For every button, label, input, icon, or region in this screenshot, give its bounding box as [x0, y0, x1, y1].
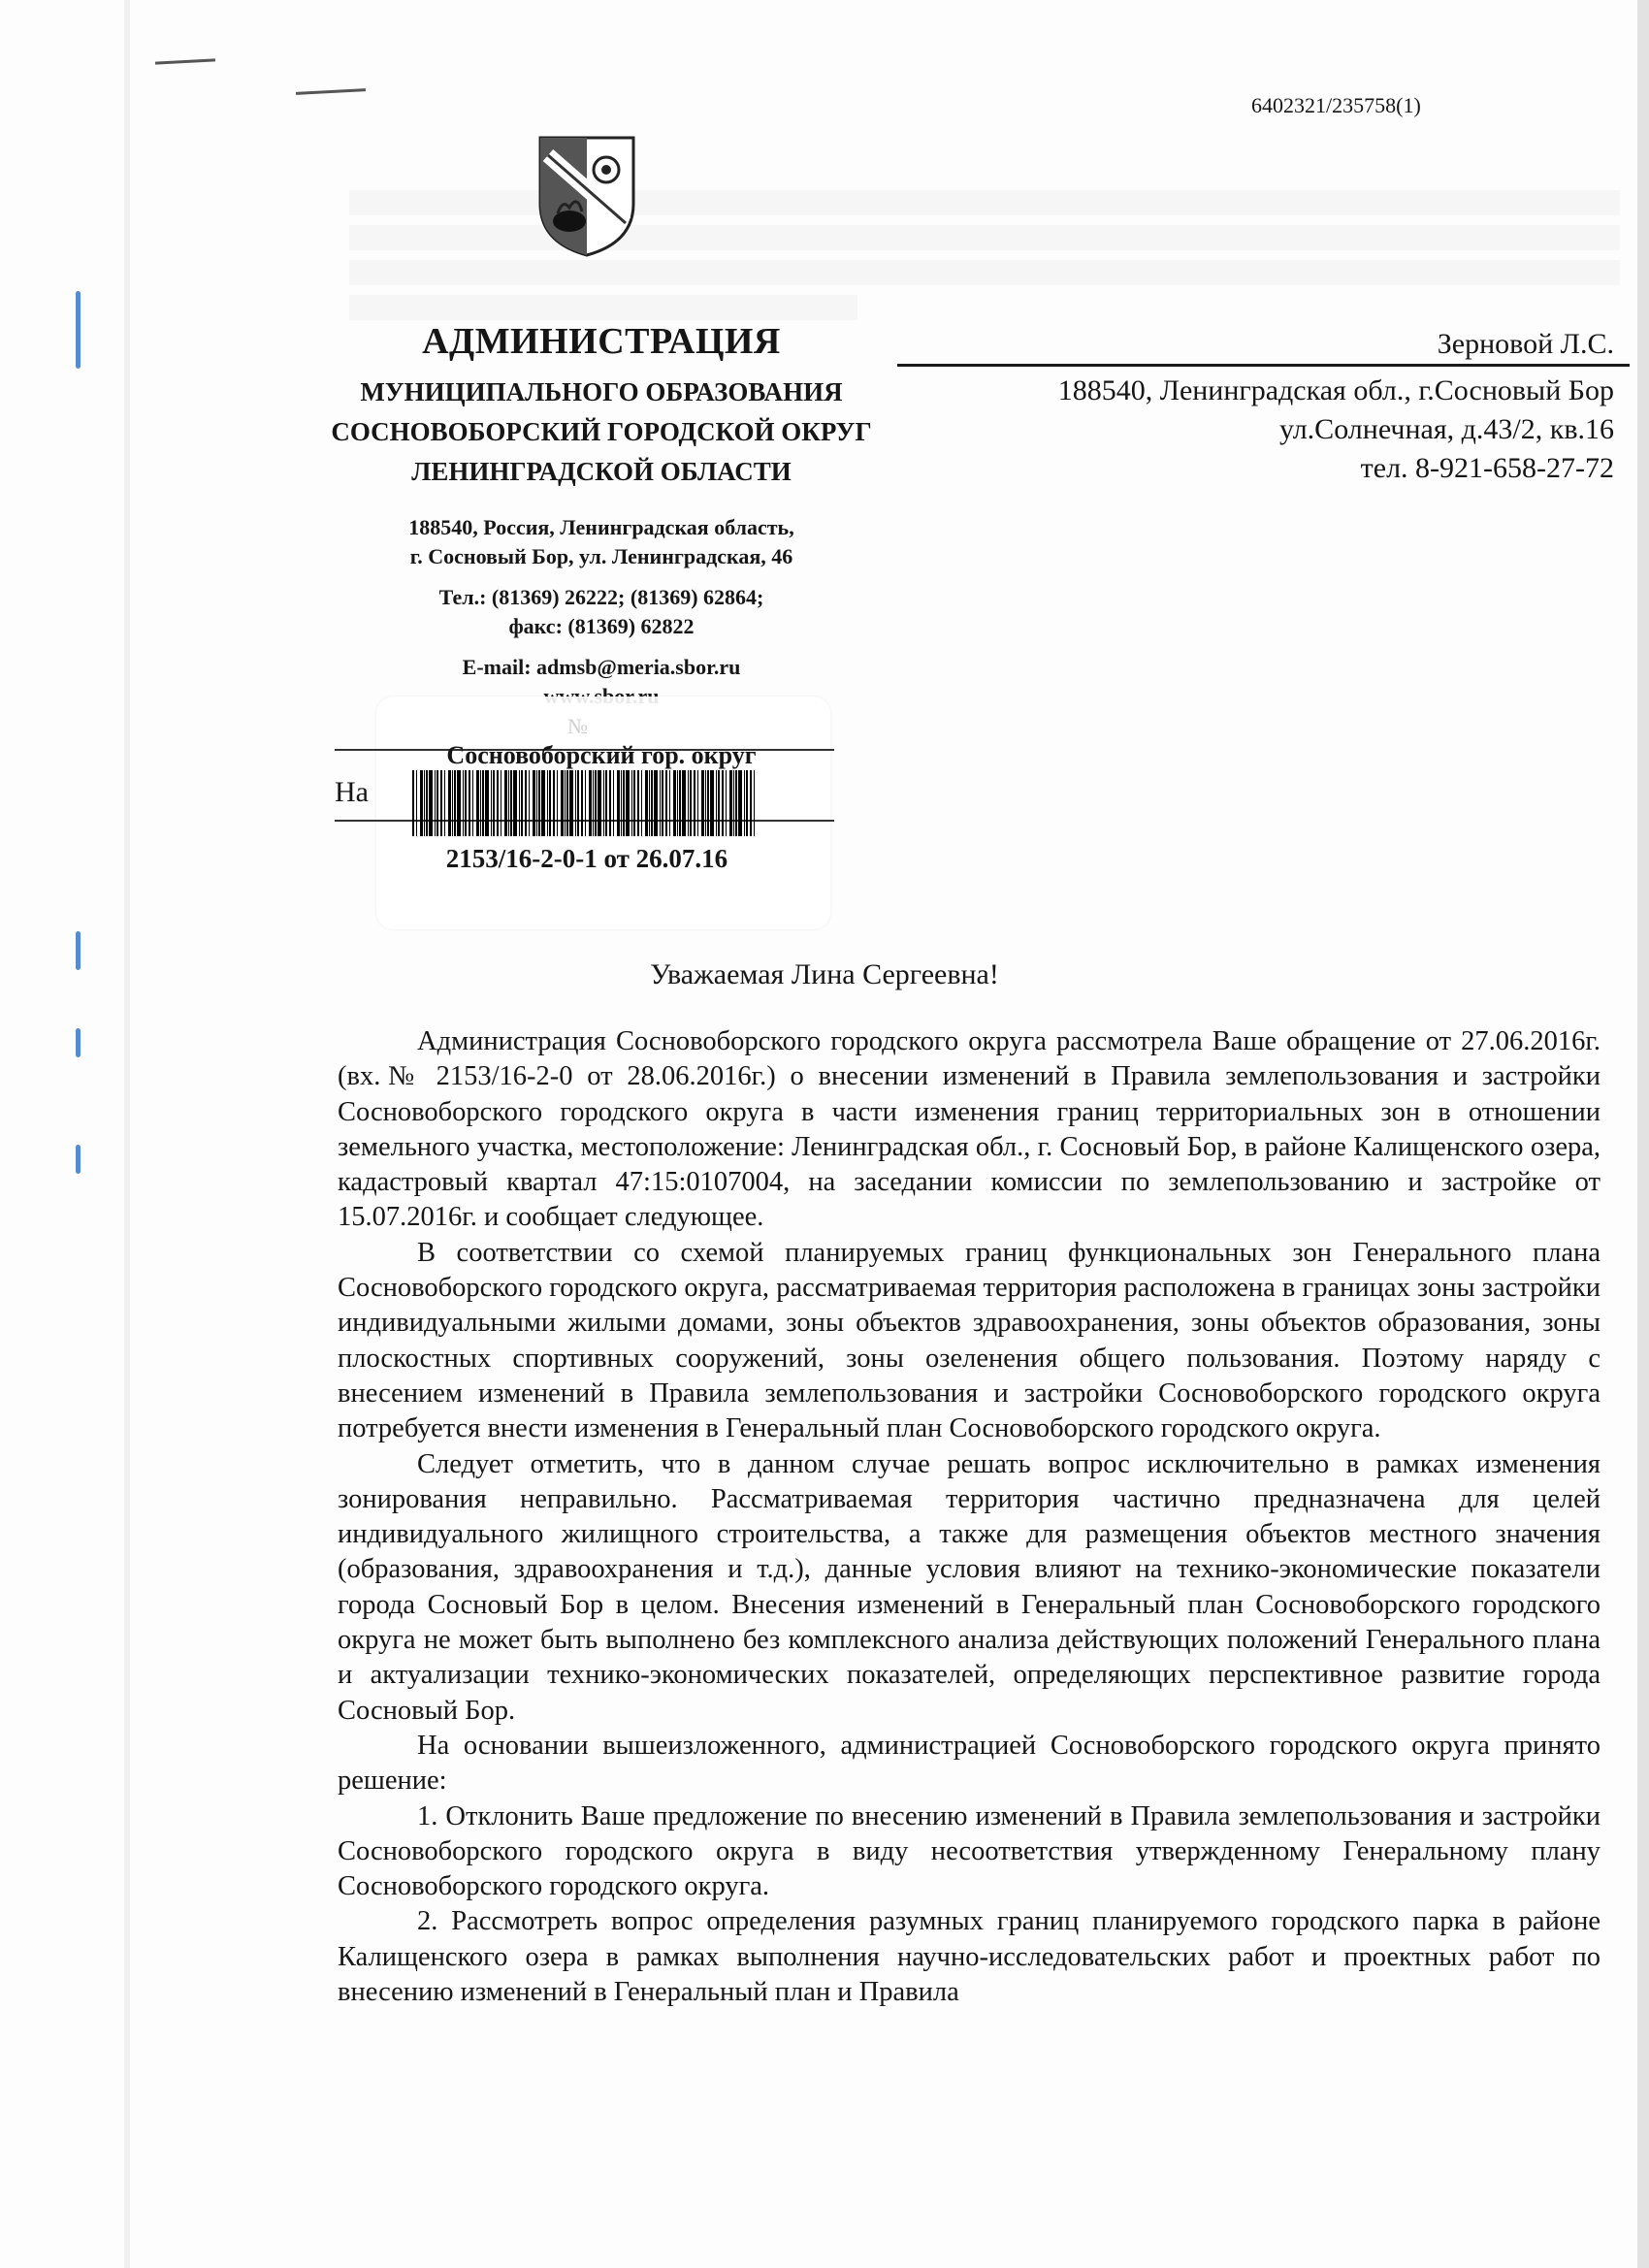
paragraph: На основании вышеизложенного, администрацией Сосновоборского городского округа принято решение:	[338, 1730, 1600, 1797]
scan-mark	[296, 88, 366, 95]
recipient-name: Зерновой Л.С.	[1437, 328, 1614, 360]
letter-body	[338, 1024, 1600, 2010]
document-number: 6402321/235758(1)	[1251, 93, 1421, 117]
org-line: СОСНОВОБОРСКИЙ ГОРОДСКОЙ ОКРУГ	[331, 417, 872, 446]
recipient-phone: тел. 8-921-658-27-72	[1360, 452, 1614, 484]
coat-of-arms-icon	[538, 136, 635, 257]
org-phones	[291, 583, 912, 641]
paragraph: 1. Отклонить Ваше предложение по внесению изменений в Правила землепользования и застройки Сосновоборского городского округа в виду несоответствия утвержденному Генеральному плану Сосновоборского городского округа.	[338, 1800, 1600, 1902]
paragraph: Следует отметить, что в данном случае решать вопрос исключительно в рамках изменения зонирования неправильно. Рассматриваемая территория частично предназначена для целей индивидуального жилищного строительства, а также для размещения объектов местного значения (образования, здравоохранения и т.д.), данные условия влияют на технико-экономические показатели города Сосновый Бор в целом. Внесения изменений в Генеральный план Сосновоборского городского округа не может быть выполнено без комплексного анализа действующих положений Генерального плана и актуализации технико-экономических показателей, определяющих перспективное развитие города Сосновый Бор.	[338, 1448, 1600, 1726]
recipient-address: 188540, Ленинградская обл., г.Сосновый Бор	[1057, 374, 1614, 406]
scan-edge-mark	[76, 1145, 81, 1174]
org-address	[291, 513, 912, 571]
greeting: Уважаемая Лина Сергеевна!	[650, 958, 999, 990]
org-title: АДМИНИСТРАЦИЯ	[422, 321, 781, 362]
phone-line: Тел.: (81369) 26222; (81369) 62864;	[438, 585, 764, 609]
scan-edge-mark	[76, 1028, 81, 1057]
org-line: МУНИЦИПАЛЬНОГО ОБРАЗОВАНИЯ	[360, 377, 843, 406]
number-label: №	[567, 714, 588, 738]
email-line: E-mail: admsb@meria.sbor.ru	[462, 655, 741, 679]
page-edge-shadow	[1637, 0, 1649, 2268]
registration-number: 2153/16-2-0-1 от 26.07.16	[445, 844, 728, 873]
address-line: г. Сосновый Бор, ул. Ленинградская, 46	[409, 544, 793, 568]
paragraph: В соответствии со схемой планируемых границ функциональных зон Генерального плана Сосновоборского городского округа, рассматриваемая территория расположена в границах зоны застройки индивидуальными жилыми домами, зоны объектов здравоохранения, зоны объектов образования, зоны плоскостных спортивных сооружений, зоны озеленения общего пользования. Поэтому наряду с внесением изменений в Правила землепользования и застройки Сосновоборского городского округа потребуется внести изменения в Генеральный план Сосновоборского городского округа.	[338, 1237, 1600, 1444]
recipient-address: ул.Солнечная, д.43/2, кв.16	[1279, 413, 1614, 445]
scan-mark	[155, 58, 215, 64]
sender-organization	[291, 320, 912, 711]
address-line: 188540, Россия, Ленинградская область,	[408, 515, 794, 539]
org-line: ЛЕНИНГРАДСКОЙ ОБЛАСТИ	[411, 457, 792, 486]
recipient-block	[1058, 325, 1614, 488]
fax-line: факс: (81369) 62822	[508, 614, 695, 638]
reference-label: На	[335, 776, 369, 808]
page-fold-shadow	[124, 0, 130, 2268]
paragraph: 2. Рассмотреть вопрос определения разумных границ планируемого городского парка в районе Калищенского озера в рамках выполнения научно-исследовательских работ и проектных работ по внесению изменений в Генеральный план и Правила	[338, 1906, 1600, 2008]
scan-edge-mark	[76, 291, 81, 369]
barcode	[412, 770, 761, 836]
sticker-organization: Сосновоборский гор. округ	[446, 741, 757, 769]
paragraph: Администрация Сосновоборского городского округа рассмотрела Ваше обращение от 27.06.2016г. (вх.№ 2153/16-2-0 от 28.06.2016г.) о внесении изменений в Правила землепользования и застройки Сосновоборского городского округа в части изменения границ территориальных зон в отношении земельного участка, местоположение: Ленинградская обл., г. Сосновый Бор, в районе Калищенского озера, кадастровый квартал 47:15:0107004, на заседании комиссии по землепользованию и застройке от 15.07.2016г. и сообщает следующее.	[338, 1026, 1600, 1233]
